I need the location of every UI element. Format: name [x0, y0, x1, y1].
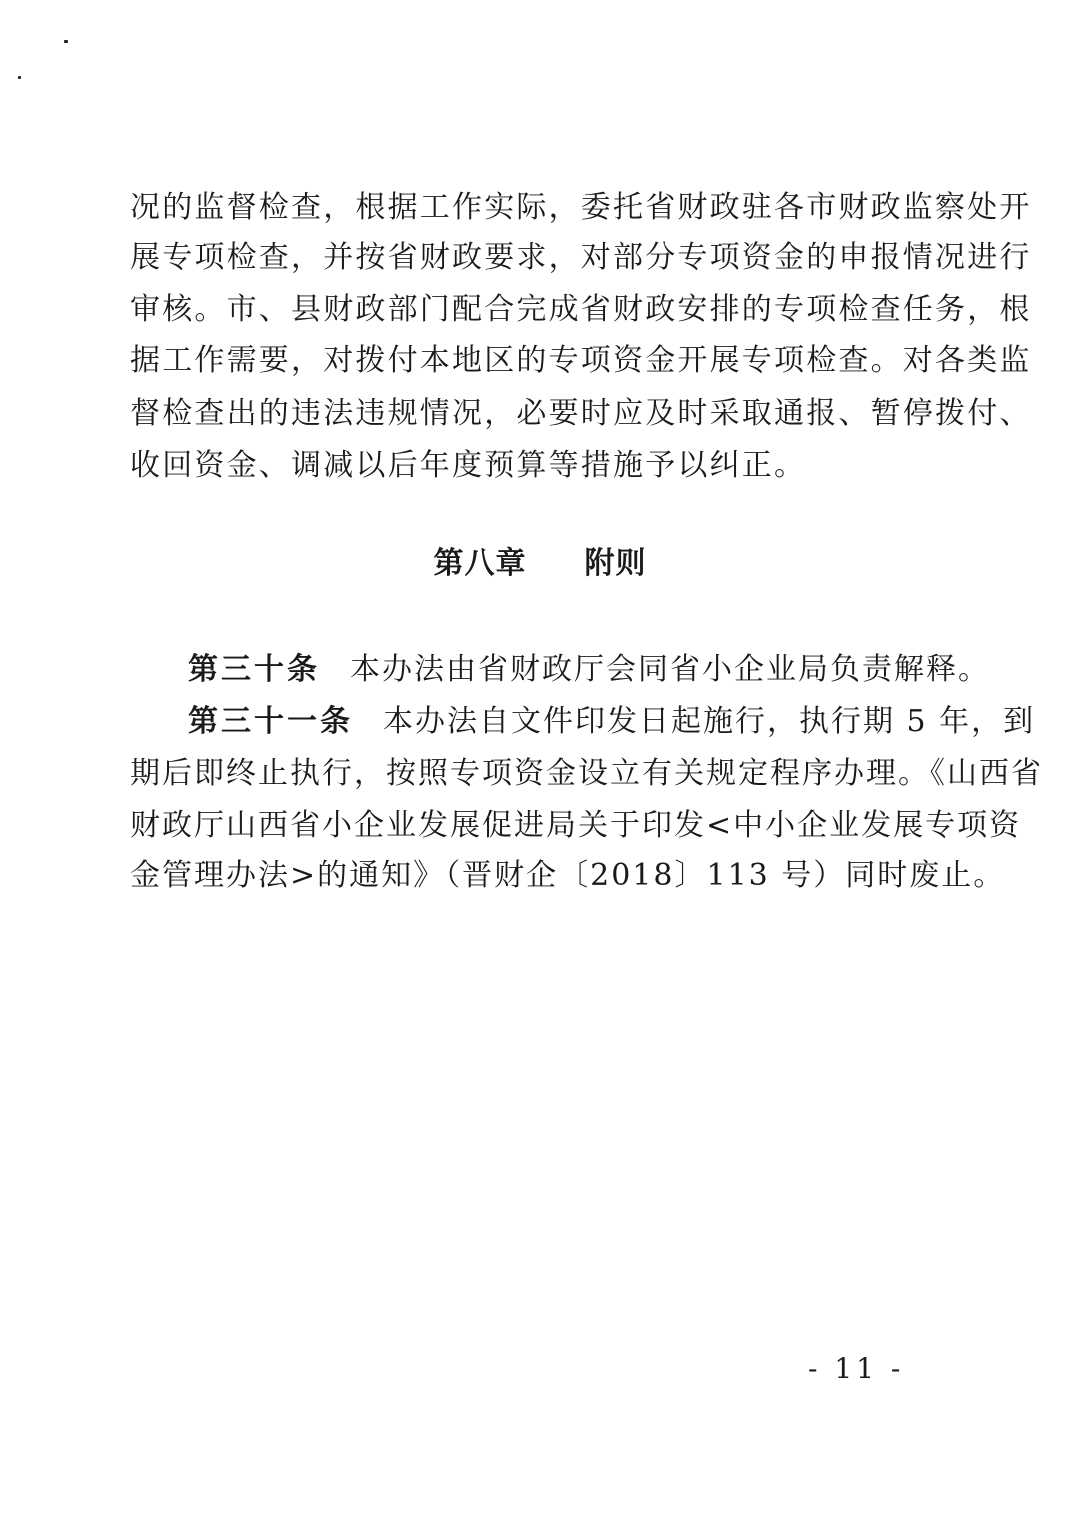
paragraph-line: 据工作需要，对拨付本地区的专项资金开展专项检查。对各类监 [130, 343, 1032, 378]
article-30 [130, 652, 990, 688]
scan-speck [64, 40, 68, 43]
article-line: 财政厅山西省小企业发展促进局关于印发<中小企业发展专项资 [130, 808, 1022, 843]
paragraph-line: 督检查出的违法违规情况，必要时应及时采取通报、暂停拨付、 [130, 396, 1032, 431]
article-text: 本办法由省财政厅会同省小企业局负责解释。 [350, 652, 990, 687]
article-title: 第三十一条 [188, 704, 353, 739]
paragraph-line: 收回资金、调减以后年度预算等措施予以纠正。 [130, 448, 807, 483]
article-line: 期后即终止执行，按照专项资金设立有关规定程序办理。《山西省 [130, 756, 1043, 791]
article-text: 本办法自文件印发日起施行，执行期 5 年，到 [383, 704, 1036, 739]
paragraph-line: 展专项检查，并按省财政要求，对部分专项资金的申报情况进行 [130, 240, 1032, 275]
article-title: 第三十条 [188, 652, 320, 687]
chapter-number: 第八章 [433, 546, 527, 581]
page-number: - 11 - [808, 1352, 905, 1385]
paragraph-line: 审核。市、县财政部门配合完成省财政安排的专项检查任务，根 [130, 292, 1032, 327]
scan-speck [18, 76, 21, 79]
chapter-heading [0, 546, 1080, 582]
chapter-title: 附则 [584, 546, 647, 581]
article-first-line [130, 704, 1036, 740]
paragraph-line: 况的监督检查，根据工作实际，委托省财政驻各市财政监察处开 [130, 190, 1032, 225]
article-line: 金管理办法>的通知》（晋财企〔2018〕113 号）同时废止。 [130, 858, 1006, 893]
